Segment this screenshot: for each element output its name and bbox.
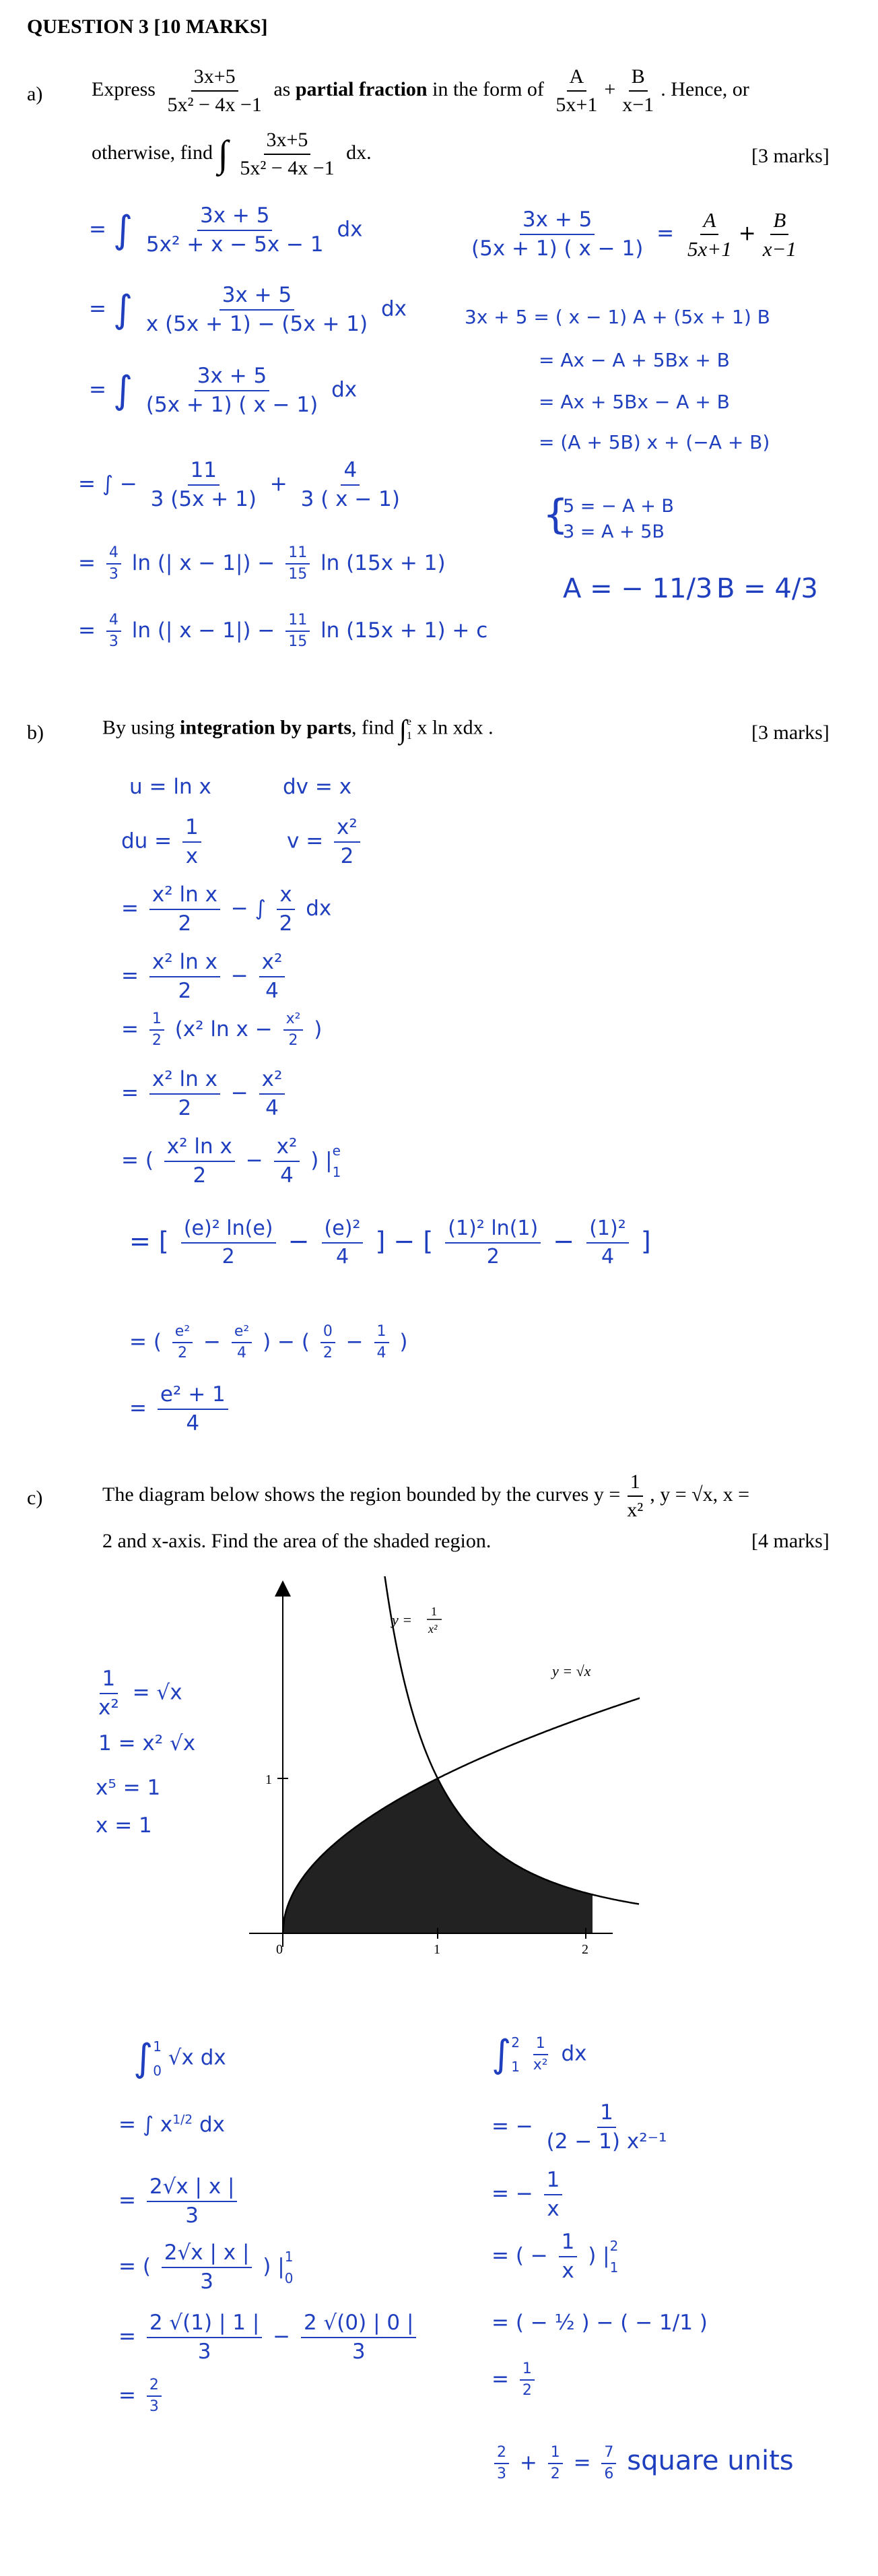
part-c-left-result: = $\frac{2}{3}$ bbox=[119, 2377, 166, 2416]
part-b-line1: = $\frac{\text{x² ln x}}{2}$ − ∫ $\frac{x}{2}$ dx bbox=[121, 882, 332, 936]
part-c-intersect-3: x⁵ = 1 bbox=[96, 1776, 161, 1800]
part-a-step3: = ∫ $\frac{3x + 5}{(5x + 1) ( x - 1)}$ dx bbox=[89, 364, 358, 418]
part-b-line5: = ( $\frac{\text{x² ln x}}{2}$ − $\frac{\text{x²}}{4}$ ) | e 1 bbox=[121, 1134, 341, 1188]
tick-label-x0: 0 bbox=[276, 1942, 283, 1957]
label-reciprocal-num: 1 bbox=[431, 1605, 437, 1618]
part-b-question: By using integration by parts, find ∫ e 1 x ln xdx . bbox=[102, 713, 494, 744]
part-c-intersect-1: $\frac{1}{\text{x²}}$ = √x bbox=[98, 1667, 182, 1720]
part-b-final-answer: = $\frac{\text{e² + 1}}{4}$ bbox=[129, 1382, 232, 1436]
label-sqrt: y = √x bbox=[552, 1663, 591, 1679]
shaded-region bbox=[283, 1778, 593, 1933]
part-a-label: a) bbox=[27, 83, 43, 105]
part-a-system-brace: { bbox=[543, 491, 569, 538]
part-b-line7: = ( $\frac{\text{e²}}{2}$ − $\frac{\text{e²}}{4}$ ) − ( $\frac{0}{2}$ − $\frac{1}{4}$ ) bbox=[129, 1323, 408, 1362]
part-b-line3: = $\frac{1}{2}$ (x² ln x − $\frac{\text{x²}}{2}$ ) bbox=[121, 1010, 323, 1050]
part-a-step2: = ∫ $\frac{3x + 5}{x (5x + 1) - (5x + 1)}$ dx bbox=[89, 283, 407, 337]
label-reciprocal-den: x² bbox=[428, 1622, 438, 1636]
part-a-answer-B: B = 4/3 bbox=[716, 573, 818, 604]
part-a-answer-A: A = − 11/3 bbox=[563, 573, 713, 604]
part-a-system-eq2: 3 = A + 5B bbox=[563, 521, 665, 542]
part-c-question-line2: 2 and x-axis. Find the area of the shaded region. bbox=[102, 1530, 492, 1552]
part-b-u: u = ln x bbox=[129, 775, 211, 799]
part-b-line2: = $\frac{\text{x² ln x}}{2}$ − $\frac{\text{x²}}{4}$ bbox=[121, 950, 289, 1004]
part-a-question-line1: Express $\frac{3x+5}{\text{5x² − 4x −1}}$ as partial fraction in the form of $\frac{A}{5x+1}$ + $\frac{B}{x-1}$ . Hence, or bbox=[92, 65, 749, 116]
area-graph bbox=[236, 1576, 640, 1960]
part-a-step5: = $\frac{4}{3}$ ln (| x − 1|) − $\frac{11}{15}$ ln (15x + 1) bbox=[78, 544, 446, 583]
part-b-marks: [3 marks] bbox=[751, 721, 830, 744]
part-b-du: du = $\frac{1}{x}$ bbox=[121, 815, 205, 869]
part-a-decomposition: $\frac{3x + 5}{(5x + 1) ( x - 1)}$ = $\frac{A}{5x+1}$ + $\frac{B}{x-1}$ bbox=[471, 207, 797, 261]
tick-label-y1: 1 bbox=[265, 1772, 272, 1787]
part-b-line6: = [ $\frac{\text{(e)² ln(e)}}{2}$ − $\frac{\text{(e)²}}{4}$ ] − [ $\frac{\text{(1)² ln(1)}}{2}$ − $\frac{\text{(1)²}}{4}$ ] bbox=[129, 1217, 651, 1268]
part-a-expand-3: = Ax + 5Bx − A + B bbox=[539, 391, 730, 413]
part-c-right-result: = $\frac{1}{2}$ bbox=[492, 2360, 539, 2400]
part-c-right-integral: ∫ 2 1 $\frac{1}{\text{x²}}$ dx bbox=[492, 2032, 587, 2076]
part-a-marks: [3 marks] bbox=[751, 145, 830, 167]
question-title: QUESTION 3 [10 MARKS] bbox=[27, 15, 268, 38]
part-a-expand-1: 3x + 5 = ( x − 1) A + (5x + 1) B bbox=[465, 306, 770, 328]
tick-label-x2: 2 bbox=[582, 1942, 588, 1957]
part-c-left-step1: = ∫ $x^{1/2}$ dx bbox=[119, 2113, 226, 2137]
part-b-v: v = $\frac{\text{x²}}{2}$ bbox=[287, 815, 364, 869]
part-a-system-eq1: 5 = − A + B bbox=[563, 496, 674, 517]
part-a-step4: = ∫ − $\frac{11}{3 (5x + 1)}$ + $\frac{4}{3 ( x - 1)}$ bbox=[78, 458, 400, 512]
part-a-expand-2: = Ax − A + 5Bx + B bbox=[539, 349, 730, 371]
part-a-question-line2: otherwise, find ∫ $\frac{3x+5}{\text{5x² − 4x −1}}$ dx. bbox=[92, 129, 372, 179]
part-c-final-answer: $\frac{2}{3}$ + $\frac{1}{2}$ = $\frac{7}{6}$ square units bbox=[490, 2444, 794, 2484]
part-c-intersect-2: 1 = x² √x bbox=[98, 1731, 196, 1756]
part-c-intersect-4: x = 1 bbox=[96, 1813, 152, 1838]
part-a-expand-4: = (A + 5B) x + (−A + B) bbox=[539, 431, 770, 453]
part-c-marks: [4 marks] bbox=[751, 1530, 830, 1552]
part-b-label: b) bbox=[27, 721, 44, 744]
part-c-right-step4: = ( − ½ ) − ( − 1/1 ) bbox=[492, 2311, 708, 2335]
part-c-left-integral: ∫ 1 0 √x dx bbox=[133, 2036, 226, 2080]
part-b-dv: dv = x bbox=[283, 775, 352, 799]
part-c-right-step2: = − $\frac{1}{x}$ bbox=[492, 2168, 566, 2222]
part-a-final-answer: = $\frac{4}{3}$ ln (| x − 1|) − $\frac{11}{15}$ ln (15x + 1) + c bbox=[78, 612, 488, 651]
part-b-line4: = $\frac{\text{x² ln x}}{2}$ − $\frac{\text{x²}}{4}$ bbox=[121, 1067, 289, 1121]
tick-label-x1: 1 bbox=[434, 1942, 440, 1957]
part-c-right-step1: = − $\frac{1}{\text{(2 − 1) x²⁻¹}}$ bbox=[492, 2100, 667, 2154]
part-c-label: c) bbox=[27, 1487, 43, 1509]
part-a-step1: = ∫ $\frac{3x + 5}{\text{5x² + x − 5x − 1}}$ dx bbox=[89, 203, 363, 257]
part-c-right-step3: = ( − $\frac{1}{x}$ ) | 2 1 bbox=[492, 2230, 619, 2284]
part-c-left-step4: = $\frac{2 √(1) | 1 |}{3}$ − $\frac{2 √(0) | 0 |}{3}$ bbox=[119, 2311, 420, 2364]
part-c-left-step2: = $\frac{2√x | x |}{3}$ bbox=[119, 2175, 241, 2228]
label-reciprocal: y = bbox=[392, 1611, 413, 1628]
part-c-left-step3: = ( $\frac{2√x | x |}{3}$ ) | 1 0 bbox=[119, 2241, 294, 2294]
part-c-question-line1: The diagram below shows the region bounded by the curves y = $\frac{1}{\text{x²}}$ , y = √x, x = bbox=[102, 1471, 750, 1521]
